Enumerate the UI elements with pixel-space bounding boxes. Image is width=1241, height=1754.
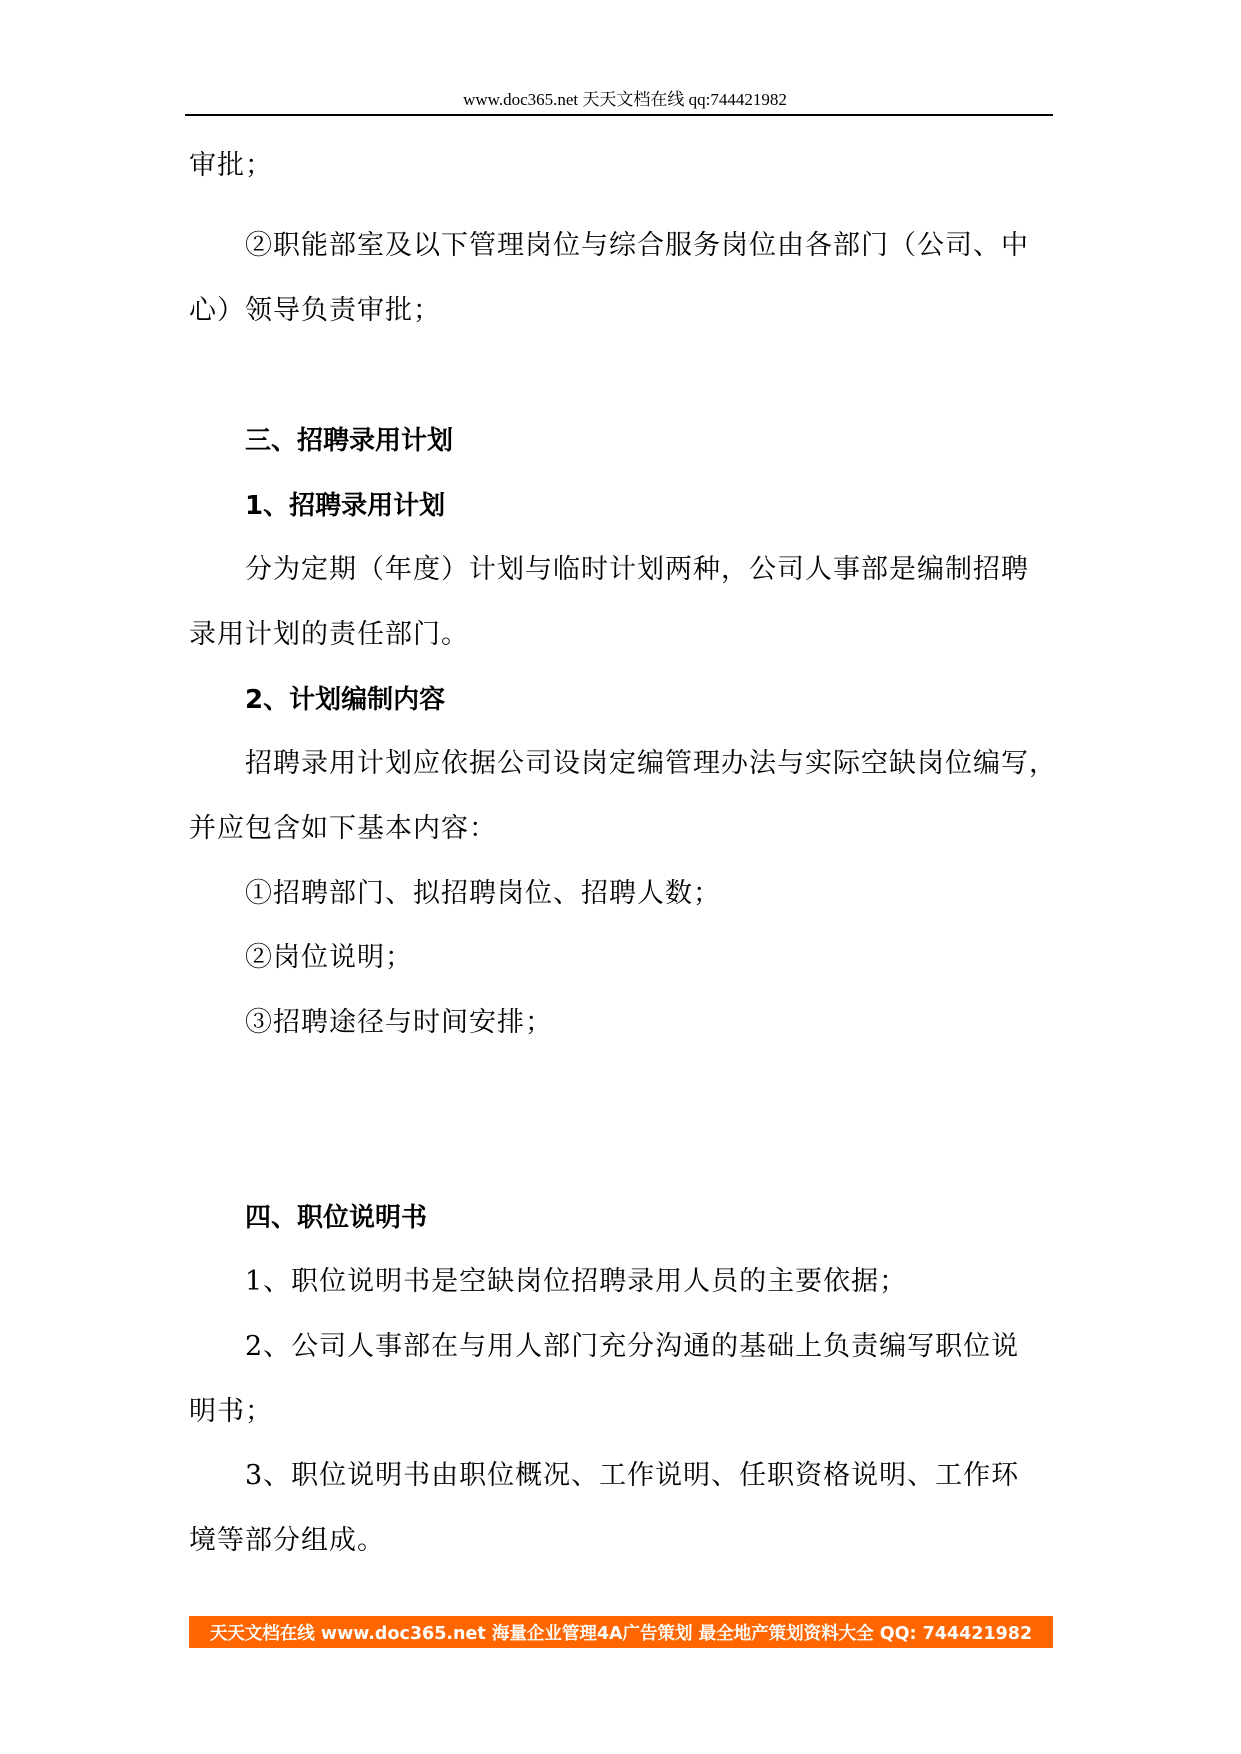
paragraph-line: ②职能部室及以下管理岗位与综合服务岗位由各部门（公司、中 <box>245 230 1029 261</box>
section-heading: 四、职位说明书 <box>245 1203 428 1233</box>
paragraph-continuation: 审批； <box>189 150 273 181</box>
list-item: 2、公司人事部在与用人部门充分沟通的基础上负责编写职位说 <box>245 1331 1020 1362</box>
subsection-heading: 2、计划编制内容 <box>245 685 446 715</box>
paragraph-line: 心）领导负责审批； <box>189 295 441 326</box>
list-item: ②岗位说明； <box>245 942 413 973</box>
list-item: 1、职位说明书是空缺岗位招聘录用人员的主要依据； <box>245 1266 908 1297</box>
paragraph-line: 并应包含如下基本内容： <box>189 813 497 844</box>
paragraph-line: 境等部分组成。 <box>189 1525 385 1556</box>
footer-ad-banner <box>189 1616 1053 1648</box>
list-item: ③招聘途径与时间安排； <box>245 1007 553 1038</box>
header-divider <box>185 114 1053 116</box>
section-heading: 三、招聘录用计划 <box>245 426 454 456</box>
paragraph-line: 分为定期（年度）计划与临时计划两种，公司人事部是编制招聘 <box>245 554 1029 585</box>
paragraph-line: 录用计划的责任部门。 <box>189 619 469 650</box>
list-item: 3、职位说明书由职位概况、工作说明、任职资格说明、工作环 <box>245 1460 1020 1491</box>
paragraph-line: 招聘录用计划应依据公司设岗定编管理办法与实际空缺岗位编写， <box>245 748 1057 779</box>
footer-banner-text: 天天文档在线 www.doc365.net 海量企业管理4A广告策划 最全地产策划资料大全 QQ: 744421982 <box>209 1623 1033 1644</box>
subsection-heading: 1、招聘录用计划 <box>245 491 446 521</box>
page-header: www.doc365.net 天天文档在线 qq:744421982 <box>463 90 787 109</box>
list-item: ①招聘部门、拟招聘岗位、招聘人数； <box>245 878 721 909</box>
paragraph-line: 明书； <box>189 1396 273 1427</box>
